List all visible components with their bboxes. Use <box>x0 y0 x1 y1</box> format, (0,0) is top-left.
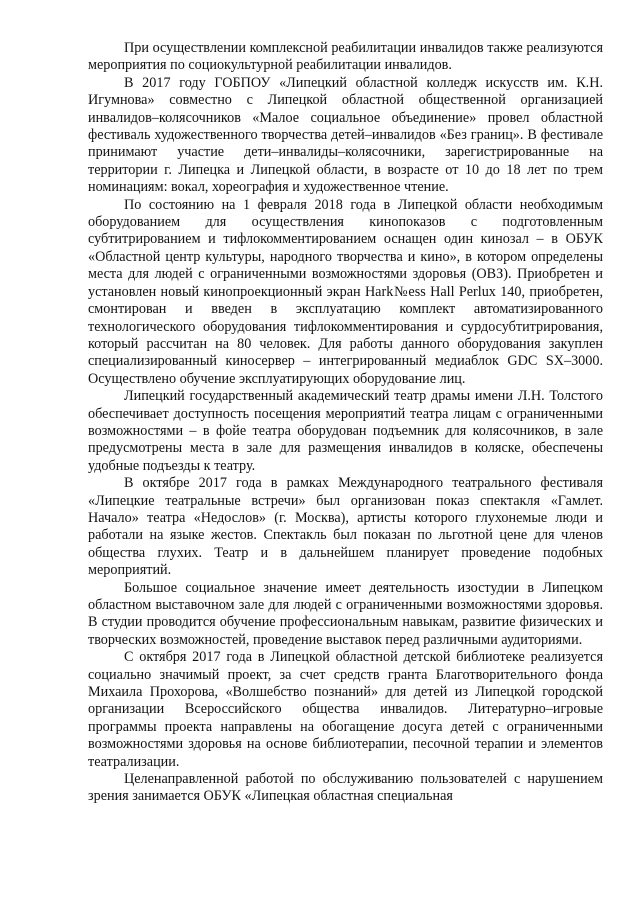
paragraph-sociocultural-rehab: При осуществлении комплексной реабилитации инвалидов также реализуются мероприятия по социокультурной реабилитации инвалидов. <box>88 40 603 74</box>
paragraph-childrens-library: С октября 2017 года в Липецкой областной детской библиотеке реализуется социально значимый проект, за счет средств гранта Благотворительного фонда Михаила Прохорова, «Волшебство познаний» для детей из Липецкой городской организации Всероссийского общества инвалидов. Литературно–игровые программы проекта направлены на обогащение досуга детей с ограниченными возможностями здоровья на основе библиотерапии, песочной терапии и элементов театрализации. <box>88 649 603 770</box>
paragraph-visually-impaired: Целенаправленной работой по обслуживанию пользователей с нарушением зрения занимается ОБУК «Липецкая областная специальная <box>88 771 603 805</box>
paragraph-festival-bez-granits: В 2017 году ГОБПОУ «Липецкий областной колледж искусств им. К.Н. Игумнова» совместно с Липецкой областной общественной организацией инвалидов–колясочников «Малое социальное объединение» провел областной фестиваль художественного творчества детей–инвалидов «Без границ». В фестивале принимают участие дети–инвалиды–колясочники, зарегистрированные на территории г. Липецка и Липецкой области, в возрасте от 10 до 18 лет по трем номинациям: вокал, хореография и художественное чтение. <box>88 74 603 196</box>
document-page <box>88 40 603 806</box>
paragraph-cinema-equipment: По состоянию на 1 февраля 2018 года в Липецкой области необходимым оборудованием для осуществления кинопоказов с подготовленным субтитрированием и тифлокомментированием оснащен один кинозал – в ОБУК «Областной центр культуры, народного творчества и кино», в котором определены места для людей с ограниченными возможностями здоровья (ОВЗ). Приобретен и установлен новый кинопроекционный экран Hark№ess Hall Perlux 140, приобретен, смонтирован и введен в эксплуатацию комплект автоматизированного технологического оборудования тифлокомментирования и сурдосубтитрирования, который рассчитан на 80 человек. Для работы данного оборудования закуплен специализированный киносервер – интегрированный медиаблок GDC SX–3000. Осуществлено обучение эксплуатирующих оборудование лиц. <box>88 196 603 387</box>
paragraph-art-studio: Большое социальное значение имеет деятельность изостудии в Липецком областном выставочном зале для людей с ограниченными возможностями здоровья. В студии проводится обучение профессиональным навыкам, развитие физических и творческих возможностей, проведение выставок перед различными аудиториями. <box>88 579 603 648</box>
paragraph-drama-theatre: Липецкий государственный академический театр драмы имени Л.Н. Толстого обеспечивает доступность посещения мероприятий театра лицам с ограниченными возможностями – в фойе театра оборудован подъемник для колясочников, в зале предусмотрены места в зале для размещения инвалидов в коляске, обеспечены удобные подъезды к театру. <box>88 388 603 474</box>
paragraph-theatre-festival: В октябре 2017 года в рамках Международного театрального фестиваля «Липецкие театральные встречи» был организован показ спектакля «Гамлет. Начало» театра «Недослов» (г. Москва), артисты которого глухонемые люди и работали на языке жестов. Спектакль был показан по льготной цене для членов общества глухих. Театр и в дальнейшем планирует проведение подобных мероприятий. <box>88 475 603 579</box>
